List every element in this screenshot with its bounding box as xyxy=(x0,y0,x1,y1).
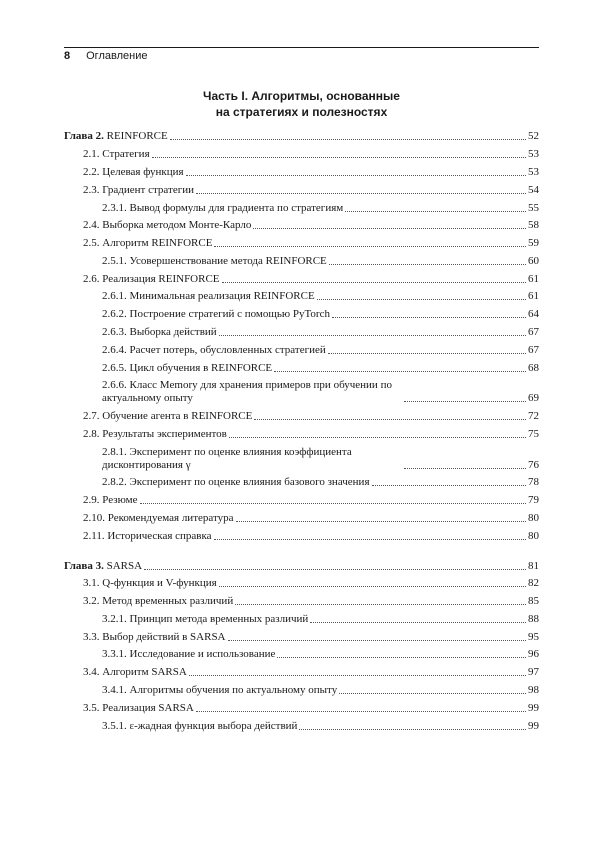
dot-leader xyxy=(274,371,526,372)
entry-title: 2.6.1. Минимальная реализация REINFORCE xyxy=(102,290,315,303)
dot-leader xyxy=(372,485,526,486)
entry-title: 2.3.1. Вывод формулы для градиента по стратегиям xyxy=(102,201,344,214)
dot-leader xyxy=(219,335,526,336)
entry-title: 3.2.1. Принцип метода временных различий xyxy=(102,612,309,625)
toc-entry-2-2[interactable] xyxy=(64,164,539,182)
dot-leader xyxy=(277,657,526,658)
page-ref: 99 xyxy=(528,719,539,732)
header-rule xyxy=(64,47,539,48)
dot-leader xyxy=(404,468,526,469)
dot-leader xyxy=(189,675,526,676)
chapter-3-block xyxy=(64,557,539,735)
toc-entry-3-1[interactable] xyxy=(64,575,539,593)
entry-title: 2.6. Реализация REINFORCE xyxy=(83,272,220,285)
page-ref: 82 xyxy=(528,577,539,590)
entry-title: 2.5.1. Усовершенствование метода REINFORCE xyxy=(102,254,327,267)
entry-title: 2.7. Обучение агента в REINFORCE xyxy=(83,410,253,423)
page-ref: 98 xyxy=(528,684,539,697)
entry-title: 3.4. Алгоритм SARSA xyxy=(83,666,187,679)
toc-entry-2-1[interactable] xyxy=(64,146,539,164)
page-ref: 67 xyxy=(528,343,539,356)
page-ref: 99 xyxy=(528,701,539,714)
dot-leader xyxy=(214,246,526,247)
running-title: Оглавление xyxy=(86,50,148,62)
page-ref: 55 xyxy=(528,201,539,214)
entry-title: 3.1. Q-функция и V-функция xyxy=(83,577,217,590)
dot-leader xyxy=(219,586,526,587)
entry-title: 2.6.4. Расчет потерь, обусловленных стратегией xyxy=(102,343,326,356)
page-ref: 60 xyxy=(528,254,539,267)
page-ref: 78 xyxy=(528,476,539,489)
toc-entry-3-4-1[interactable] xyxy=(64,682,539,700)
part-heading xyxy=(64,88,539,120)
entry-title: 2.8. Результаты экспериментов xyxy=(83,427,227,440)
toc-entry-2-6-1[interactable] xyxy=(64,288,539,306)
entry-title: 3.3. Выбор действий в SARSA xyxy=(83,630,226,643)
page-ref: 79 xyxy=(528,494,539,507)
toc-entry-2-8[interactable] xyxy=(64,426,539,444)
dot-leader xyxy=(332,317,526,318)
toc-entry-chapter-2[interactable] xyxy=(64,128,539,146)
entry-title: 3.4.1. Алгоритмы обучения по актуальному опыту xyxy=(102,684,338,697)
toc-entry-2-3[interactable] xyxy=(64,181,539,199)
page-ref: 72 xyxy=(528,410,539,423)
entry-title: 2.3. Градиент стратегии xyxy=(83,183,195,196)
page-ref: 96 xyxy=(528,648,539,661)
page-ref: 69 xyxy=(528,392,539,405)
page-ref: 58 xyxy=(528,219,539,232)
dot-leader xyxy=(329,264,526,265)
entry-title: 2.8.1. Эксперимент по оценке влияния коэффициента дисконтирования γ xyxy=(102,445,352,471)
page-ref: 59 xyxy=(528,237,539,250)
chapter-label: Глава 2. xyxy=(64,130,104,143)
toc-entry-2-5-1[interactable] xyxy=(64,252,539,270)
dot-leader xyxy=(317,299,526,300)
entry-title: 2.6.2. Построение стратегий с помощью PyTorch xyxy=(102,308,330,321)
table-of-contents xyxy=(64,128,539,747)
toc-entry-3-5-1[interactable] xyxy=(64,717,539,735)
dot-leader xyxy=(235,604,526,605)
dot-leader xyxy=(144,569,526,570)
page-ref: 61 xyxy=(528,290,539,303)
page-ref: 61 xyxy=(528,272,539,285)
toc-entry-2-7[interactable] xyxy=(64,408,539,426)
toc-entry-3-4[interactable] xyxy=(64,664,539,682)
page-ref: 54 xyxy=(528,183,539,196)
dot-leader xyxy=(254,419,526,420)
entry-title: 2.1. Стратегия xyxy=(83,148,150,161)
dot-leader xyxy=(253,228,526,229)
chapter-title: REINFORCE xyxy=(103,130,168,143)
page-ref: 97 xyxy=(528,666,539,679)
entry-title: 2.6.6. Класс Memory для хранения примеров при обучении по актуальному опыту xyxy=(102,379,392,405)
toc-entry-2-6-6[interactable] xyxy=(64,377,539,408)
page-ref: 80 xyxy=(528,529,539,542)
page-ref: 80 xyxy=(528,512,539,525)
toc-entry-2-3-1[interactable] xyxy=(64,199,539,217)
entry-title: 3.2. Метод временных различий xyxy=(83,595,234,608)
entry-title: 3.5. Реализация SARSA xyxy=(83,701,194,714)
entry-title: 2.5. Алгоритм REINFORCE xyxy=(83,237,213,250)
toc-entry-chapter-3[interactable] xyxy=(64,557,539,575)
toc-entry-2-9[interactable] xyxy=(64,492,539,510)
toc-entry-2-6[interactable] xyxy=(64,270,539,288)
chapter-2-block xyxy=(64,128,539,545)
toc-entry-2-5[interactable] xyxy=(64,235,539,253)
toc-entry-2-6-3[interactable] xyxy=(64,324,539,342)
chapter-title: SARSA xyxy=(103,559,143,572)
page-ref: 81 xyxy=(528,559,539,572)
toc-entry-2-8-2[interactable] xyxy=(64,474,539,492)
page-ref: 68 xyxy=(528,361,539,374)
entry-title: 2.8.2. Эксперимент по оценке влияния базового значения xyxy=(102,476,370,489)
entry-title: 2.2. Целевая функция xyxy=(83,165,184,178)
page-ref: 75 xyxy=(528,427,539,440)
page-ref: 95 xyxy=(528,630,539,643)
dot-leader xyxy=(299,729,526,730)
toc-entry-2-6-5[interactable] xyxy=(64,359,539,377)
dot-leader xyxy=(404,401,526,402)
toc-entry-3-5[interactable] xyxy=(64,699,539,717)
toc-entry-2-8-1[interactable] xyxy=(64,443,539,474)
toc-entry-2-11[interactable] xyxy=(64,527,539,545)
running-header xyxy=(64,50,539,62)
toc-entry-2-6-2[interactable] xyxy=(64,306,539,324)
page-ref: 85 xyxy=(528,595,539,608)
entry-title: 3.5.1. ε-жадная функция выбора действий xyxy=(102,719,298,732)
part-heading-line-2: на стратегиях и полезностях xyxy=(215,105,388,119)
entry-title: 2.4. Выборка методом Монте-Карло xyxy=(83,219,252,232)
dot-leader xyxy=(196,193,526,194)
dot-leader xyxy=(236,521,526,522)
chapter-label: Глава 3. xyxy=(64,559,104,572)
page-ref: 67 xyxy=(528,325,539,338)
toc-entry-3-2-1[interactable] xyxy=(64,611,539,629)
toc-entry-3-3-1[interactable] xyxy=(64,646,539,664)
page-ref: 64 xyxy=(528,308,539,321)
toc-entry-2-4[interactable] xyxy=(64,217,539,235)
dot-leader xyxy=(214,539,526,540)
entry-title: 2.6.5. Цикл обучения в REINFORCE xyxy=(102,361,273,374)
page-ref: 88 xyxy=(528,612,539,625)
page-ref: 76 xyxy=(528,458,539,471)
entry-title: 2.11. Историческая справка xyxy=(83,529,212,542)
dot-leader xyxy=(310,622,526,623)
dot-leader xyxy=(170,139,526,140)
entry-title: 3.3.1. Исследование и использование xyxy=(102,648,276,661)
entry-title: 2.10. Рекомендуемая литература xyxy=(83,512,234,525)
dot-leader xyxy=(345,211,526,212)
page-ref: 53 xyxy=(528,148,539,161)
page-ref: 53 xyxy=(528,165,539,178)
dot-leader xyxy=(229,437,526,438)
dot-leader xyxy=(228,640,526,641)
dot-leader xyxy=(222,282,526,283)
dot-leader xyxy=(328,353,526,354)
toc-entry-3-3[interactable] xyxy=(64,628,539,646)
dot-leader xyxy=(152,157,526,158)
toc-entry-2-6-4[interactable] xyxy=(64,341,539,359)
page-number: 8 xyxy=(64,50,71,62)
dot-leader xyxy=(196,711,526,712)
part-heading-line-1: Часть I. Алгоритмы, основанные xyxy=(203,89,400,103)
page-ref: 52 xyxy=(528,130,539,143)
dot-leader xyxy=(140,503,526,504)
dot-leader xyxy=(186,175,526,176)
dot-leader xyxy=(339,693,526,694)
toc-entry-3-2[interactable] xyxy=(64,593,539,611)
entry-title: 2.6.3. Выборка действий xyxy=(102,325,217,338)
toc-entry-2-10[interactable] xyxy=(64,510,539,528)
entry-title: 2.9. Резюме xyxy=(83,494,138,507)
